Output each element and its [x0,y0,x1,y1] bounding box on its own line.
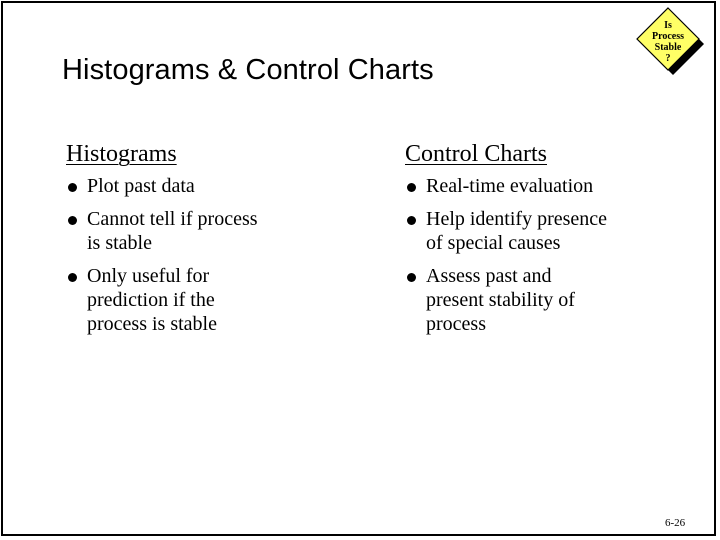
process-stable-badge [634,6,708,80]
control-charts-column [405,139,685,345]
bullet-line: process is stable [87,313,217,335]
badge-line: Process [651,31,685,42]
bullet-dot-icon [68,273,77,282]
histograms-column [66,139,326,345]
bullet-dot-icon [407,216,416,225]
bullet-item [405,207,685,255]
badge-text [648,20,688,64]
histograms-bullet-list [66,174,326,336]
slide-title: Histograms & Control Charts [62,54,434,86]
control-charts-bullet-list [405,174,685,336]
bullet-item [405,174,685,198]
bullet-item [66,207,326,255]
bullet-line: Assess past and [426,265,552,287]
bullet-item [66,174,326,198]
bullet-line: process [426,313,486,335]
histograms-heading: Histograms [66,141,177,167]
bullet-dot-icon [68,183,77,192]
bullet-line: present stability of [426,289,575,311]
bullet-dot-icon [407,273,416,282]
bullet-line: of special causes [426,232,561,254]
badge-line: Stable [654,42,682,53]
badge-line: ? [665,53,671,64]
bullet-line: Help identify presence [426,208,608,230]
bullet-line: prediction if the [87,289,215,311]
bullet-dot-icon [407,183,416,192]
bullet-line: Cannot tell if process [87,208,258,230]
control-charts-heading: Control Charts [405,141,547,167]
bullet-item [405,264,685,336]
page-number: 6-26 [665,517,686,529]
bullet-line: is stable [87,232,152,254]
bullet-line: Only useful for [87,265,210,287]
bullet-dot-icon [68,216,77,225]
bullet-item [66,264,326,336]
badge-line: Is [664,20,672,31]
bullet-line: Real-time evaluation [426,175,594,197]
bullet-line: Plot past data [87,175,195,197]
